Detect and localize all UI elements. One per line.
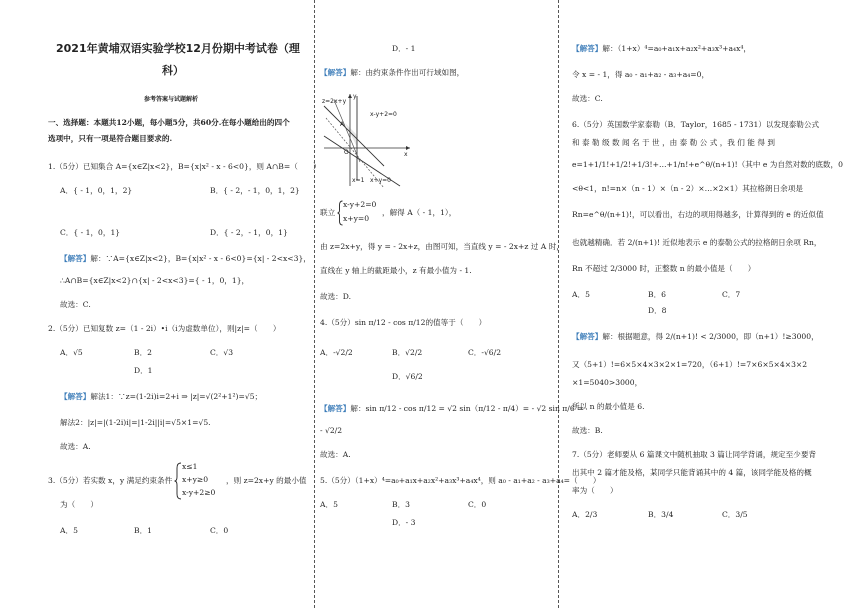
question-6-line3: e=1+1/1!+1/2!+1/3!+…+1/n!+e^θ/(n+1)!（其中 e 为自然对数的底数，0 bbox=[572, 160, 843, 169]
q5-option-a: A．5 bbox=[320, 500, 338, 509]
question-3: 3.（5分）若实数 x，y 满足约束条件 bbox=[48, 476, 173, 485]
column-right bbox=[572, 0, 843, 608]
label-line-1: x-y+2=0 bbox=[370, 111, 397, 118]
label-y-axis: y bbox=[353, 93, 357, 100]
question-6-line6: 也就越精确．若 2/(n+1)! 近似地表示 e 的泰勒公式的拉格朗日余项 Rn， bbox=[572, 238, 822, 247]
question-2: 2.（5分）已知复数 z=（1 - 2i）•i（i为虚数单位），则|z|=（ ） bbox=[48, 324, 281, 333]
q4-solution: 【解答】解：sin π/12 - cos π/12 = √2 sin（π/12 - π/4）= - √2 sin π/6 = bbox=[320, 404, 584, 413]
y-axis-arrow-icon bbox=[348, 94, 352, 98]
system-eq-2: x+y=0 bbox=[343, 214, 370, 223]
q4-option-d: D．√6/2 bbox=[392, 372, 423, 381]
q6-solution: 【解答】解：根据题意，得 2/(n+1)! < 2/3000，即（n+1）!≥3000， bbox=[572, 332, 819, 341]
q1-option-a: A．{ - 1，0，1，2} bbox=[60, 186, 133, 195]
q2-solution-line2: 解法2：|z|=|(1-2i)i|=|1-2i||i|=√5×1=√5. bbox=[60, 418, 211, 427]
column-divider-left bbox=[314, 0, 315, 608]
solution-tag: 【解答】 bbox=[572, 332, 603, 341]
question-6-line2: 和 泰 勒 级 数 闻 名 于 世 ，由 泰 勒 公 式 ，我 们 能 得 到 bbox=[572, 138, 775, 147]
q3-solution-line2: 由 z=2x+y，得 y = - 2x+z，由图可知，当直线 y = - 2x+z 过 A 时， bbox=[320, 242, 564, 251]
q5-solution: 【解答】解：（1+x）⁴=a₀+a₁x+a₂x²+a₃x³+a₄x⁴， bbox=[572, 44, 751, 53]
solution-tag: 【解答】 bbox=[320, 68, 351, 77]
q4-option-b: B．√2/2 bbox=[392, 348, 423, 357]
solution-tag: 【解答】 bbox=[60, 392, 91, 401]
label-x-equals-1: x=1 bbox=[352, 177, 365, 184]
q6-selection: 故选：B. bbox=[572, 426, 603, 435]
q7-option-a: A．2/3 bbox=[572, 510, 598, 519]
q2-option-c: C．√3 bbox=[210, 348, 234, 357]
question-1: 1.（5分）已知集合 A={x∈Z|x<2}，B={x|x² - x - 6<0}，则 A∩B=（ ） bbox=[48, 162, 321, 171]
page-title: 2021年黄埔双语实验学校12月份期中考试卷（理 bbox=[56, 42, 300, 55]
feasible-region-graph bbox=[320, 90, 414, 192]
q3-selection: 故选：D. bbox=[320, 292, 352, 301]
q5-option-b: B．3 bbox=[392, 500, 411, 509]
q4-option-c: C．-√6/2 bbox=[468, 348, 502, 357]
question-5: 5.（5分）（1+x）⁴=a₀+a₁x+a₂x²+a₃x³+a₄x⁴，则 a₀ - a₁+a₂ - a₃+a₄=（ ） bbox=[320, 476, 601, 485]
q3-constraint-1: x≤1 bbox=[182, 462, 198, 471]
q3-constraint-3: x-y+2≥0 bbox=[182, 488, 216, 497]
q3-option-b: B．1 bbox=[134, 526, 153, 535]
q7-option-b: B．3/4 bbox=[648, 510, 674, 519]
page-title-line2: 科） bbox=[162, 64, 184, 77]
q6-solution-line2: 又（5+1）!=6×5×4×3×2×1=720，（6+1）!=7×6×5×4×3×2 bbox=[572, 360, 808, 369]
q2-option-a: A．√5 bbox=[60, 348, 83, 357]
label-point-a: A bbox=[340, 121, 345, 128]
solution-tag: 【解答】 bbox=[60, 254, 91, 263]
question-7-line2: 出其中 2 篇才能及格，某同学只能背诵其中的 4 篇，该同学能及格的概 bbox=[572, 468, 812, 477]
q5-selection: 故选：C. bbox=[572, 94, 603, 103]
label-x-axis: x bbox=[404, 151, 408, 158]
q4-expression: sin π/12 - cos π/12 bbox=[354, 318, 426, 327]
question-7-line3: 率为（ ） bbox=[572, 486, 618, 495]
q6-option-a: A．5 bbox=[572, 290, 590, 299]
question-6-line5: Rn=e^θ/(n+1)!，可以看出，右边的项用得越多，计算得到的 e 的近似值 bbox=[572, 210, 824, 219]
q3-option-c: C．0 bbox=[210, 526, 229, 535]
q1-selection: 故选：C. bbox=[60, 300, 91, 309]
label-line-2: x+y=0 bbox=[370, 177, 391, 184]
question-6: 6.（5分）英国数学家泰勒（B．Taylor，1685 - 1731）以发现泰勒公式 bbox=[572, 120, 820, 129]
section-heading-line2: 选项中，只有一项是符合题目要求的. bbox=[48, 134, 173, 143]
question-3-tail2: 为（ ） bbox=[60, 500, 98, 509]
q3-solution: 【解答】解：由约束条件作出可行域如图， bbox=[320, 68, 465, 77]
q1-solution-line2: ∴A∩B={x∈Z|x<2}∩{x| - 2<x<3}={ - 1，0，1}， bbox=[60, 276, 250, 285]
q6-option-c: C．7 bbox=[722, 290, 741, 299]
q1-option-b: B．{ - 2，- 1，0，1，2} bbox=[210, 186, 300, 195]
q6-option-d: D．8 bbox=[648, 306, 667, 315]
label-objective: z=2x+y bbox=[322, 98, 347, 105]
q4-option-a: A．-√2/2 bbox=[320, 348, 353, 357]
solution-tag: 【解答】 bbox=[320, 404, 351, 413]
label-origin: O bbox=[344, 149, 349, 156]
q3-solution-line3: 直线在 y 轴上的截距最小，z 有最小值为 - 1. bbox=[320, 266, 472, 275]
q5-option-d: D．- 3 bbox=[392, 518, 416, 527]
q6-solution-line4: 所以 n 的最小值是 6. bbox=[572, 402, 645, 411]
x-axis-arrow-icon bbox=[406, 146, 410, 150]
column-left bbox=[48, 0, 321, 608]
solution-tag: 【解答】 bbox=[572, 44, 603, 53]
q1-solution: 【解答】解：∵A={x∈Z|x<2}，B={x|x² - x - 6<0}={x| - 2<x<3}， bbox=[60, 254, 311, 263]
q2-solution: 【解答】解法1：∵z=(1-2i)i=2+i ⇒ |z|=√(2²+1²)=√5； bbox=[60, 392, 263, 401]
q5-option-c: C．0 bbox=[468, 500, 487, 509]
section-heading: 一、选择题：本题共12小题，每小题5分，共60分.在每小题给出的四个 bbox=[48, 118, 290, 127]
column-divider-right bbox=[558, 0, 559, 608]
q6-solution-line3: ×1=5040>3000， bbox=[572, 378, 643, 387]
page-subtitle: 参考答案与试题解析 bbox=[144, 96, 199, 103]
q3-constraint-2: x+y≥0 bbox=[182, 475, 209, 484]
brace-icon bbox=[174, 462, 182, 500]
q2-option-d: D．1 bbox=[134, 366, 153, 375]
q4-solution-line2: - √2/2 bbox=[320, 426, 343, 435]
question-4: 4.（5分）sin π/12 - cos π/12的值等于（ ） bbox=[320, 318, 487, 327]
q2-selection: 故选：A. bbox=[60, 442, 91, 451]
question-7: 7.（5分）老师要从 6 篇课文中随机抽取 3 篇让同学背诵，规定至少要背 bbox=[572, 450, 817, 459]
question-6-line7: Rn 不超过 2/3000 时，正整数 n 的最小值是（ ） bbox=[572, 264, 756, 273]
q6-option-b: B．6 bbox=[648, 290, 667, 299]
question-6-line4: <θ<1，n!=n×（n - 1）×（n - 2）×…×2×1）其拉格朗日余项是 bbox=[572, 184, 803, 193]
q1-option-d: D．{ - 2，- 1，0，1} bbox=[210, 228, 288, 237]
q5-solution-line2: 令 x = - 1，得 a₀ - a₁+a₂ - a₃+a₄=0， bbox=[572, 70, 710, 79]
system-prefix: 联立 bbox=[320, 208, 336, 217]
q3-option-d: D．- 1 bbox=[392, 44, 416, 53]
q1-option-c: C．{ - 1，0，1} bbox=[60, 228, 121, 237]
q4-selection: 故选：A. bbox=[320, 450, 351, 459]
q7-option-c: C．3/5 bbox=[722, 510, 748, 519]
system-eq-1: x-y+2=0 bbox=[343, 200, 377, 209]
q3-option-a: A．5 bbox=[60, 526, 78, 535]
q2-option-b: B．2 bbox=[134, 348, 153, 357]
system-result: ，解得 A（ - 1，1）， bbox=[382, 208, 457, 217]
question-3-tail: ，则 z=2x+y 的最小值 bbox=[226, 476, 307, 485]
